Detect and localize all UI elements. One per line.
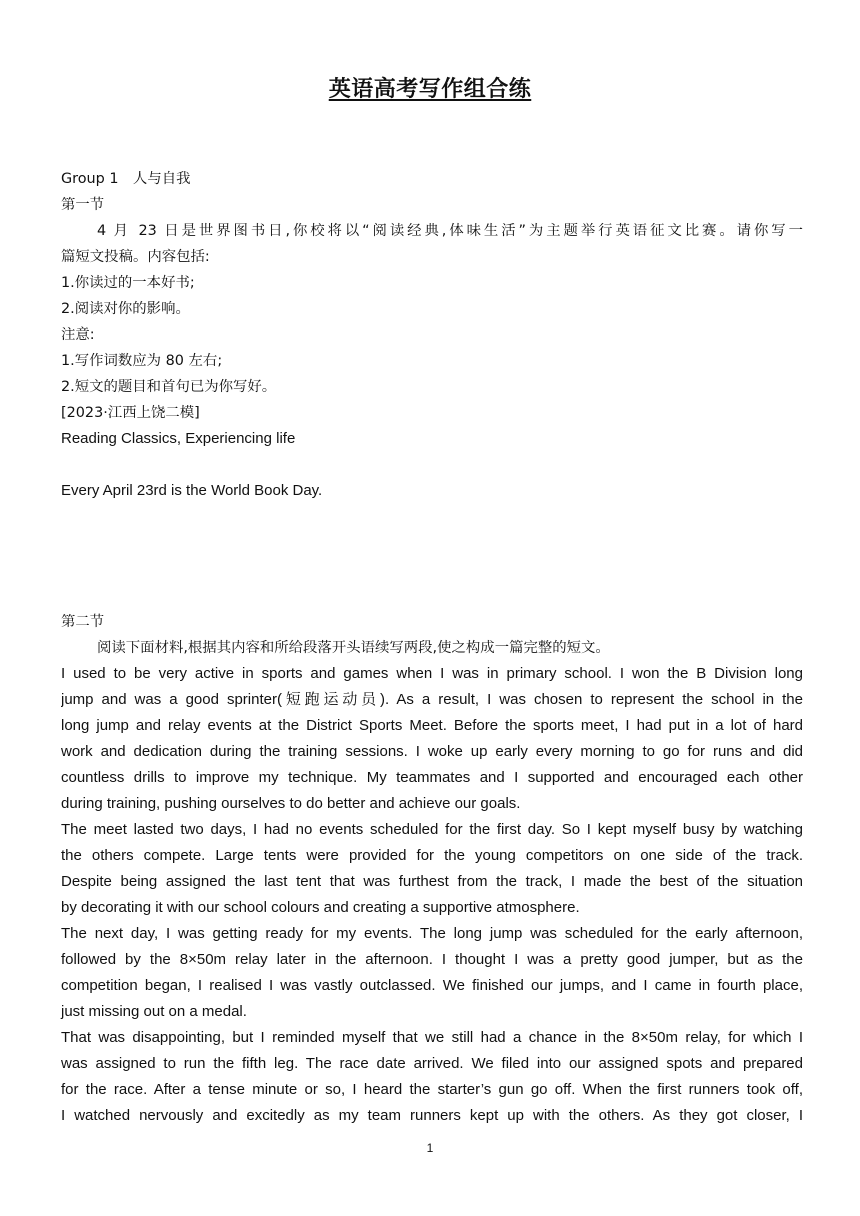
story-line: That was disappointing, but I reminded myself that we still had a chance in the 8×50m relay, for which I [61,1029,803,1046]
essay-title: Reading Classics, Experiencing life [61,430,296,447]
page-number: 1 [426,1141,434,1155]
essay-first-sentence: Every April 23rd is the World Book Day. [61,482,323,499]
section-one [61,166,803,504]
story-line: competition began, I realised I was vastly outclassed. We finished our jumps, and I came in fourth place, [61,977,803,994]
document-title: 英语高考写作组合练 [328,77,532,102]
note-item-2: 2.短文的题目和首句已为你写好。 [61,379,277,395]
story-line: during training, pushing ourselves to do better and achieve our goals. [61,795,521,812]
story-line: was assigned to run the fifth leg. The race date arrived. We filed into our assigned spots and prepared [61,1055,803,1072]
story-paragraph [61,817,803,921]
section-two-heading: 第二节 [61,614,105,630]
story-paragraph [61,661,803,817]
story-line: jump and was a good sprinter(短跑运动员). As a result, I was chosen to represent the school in the [61,691,803,708]
story-line: The meet lasted two days, I had no events scheduled for the first day. So I kept myself busy by watching [61,821,803,838]
story-line: for the race. After a tense minute or so, I heard the starter’s gun go off. When the first runners took off, [61,1081,803,1098]
story-line: I watched nervously and excitedly as my team runners kept up with the others. As they got closer, I [61,1107,803,1124]
story-line: countless drills to improve my technique. My teammates and I supported and encouraged each other [61,769,803,786]
story-line: the others compete. Large tents were provided for the young competitors on one side of the track. [61,847,803,864]
source-label: [2023·江西上饶二模] [61,405,200,421]
story-line: Despite being assigned the last tent that was furthest from the track, I made the best of the situation [61,873,803,890]
story-line: long jump and relay events at the District Sports Meet. Before the sports meet, I had put in a lot of hard [61,717,803,734]
story-text [61,661,803,1129]
prompt-line-2: 篇短文投稿。内容包括: [61,249,210,265]
story-line: I used to be very active in sports and games when I was in primary school. I won the B Division long [61,665,803,682]
story-line: followed by the 8×50m relay later in the afternoon. I thought I was a pretty good jumper, but as the [61,951,803,968]
section-two [61,609,803,1129]
prompt-line-1: 4 月 23 日是世界图书日,你校将以“阅读经典,体味生活”为主题举行英语征文比赛。请你写一 [97,223,803,239]
content-item-1: 1.你读过的一本好书; [61,275,195,291]
story-line: just missing out on a medal. [61,1003,247,1020]
group-heading: Group 1 人与自我 [61,171,191,187]
story-line: by decorating it with our school colours and creating a supportive atmosphere. [61,899,580,916]
content-item-2: 2.阅读对你的影响。 [61,301,190,317]
story-paragraph [61,921,803,1025]
section-one-heading: 第一节 [61,197,105,213]
note-item-1: 1.写作词数应为 80 左右; [61,353,223,369]
note-heading: 注意: [61,327,95,343]
story-paragraph [61,1025,803,1129]
story-line: The next day, I was getting ready for my events. The long jump was scheduled for the early afternoon, [61,925,803,942]
story-line: work and dedication during the training sessions. I woke up early every morning to go for runs and did [61,743,803,760]
section-two-instruction: 阅读下面材料,根据其内容和所给段落开头语续写两段,使之构成一篇完整的短文。 [97,640,610,656]
